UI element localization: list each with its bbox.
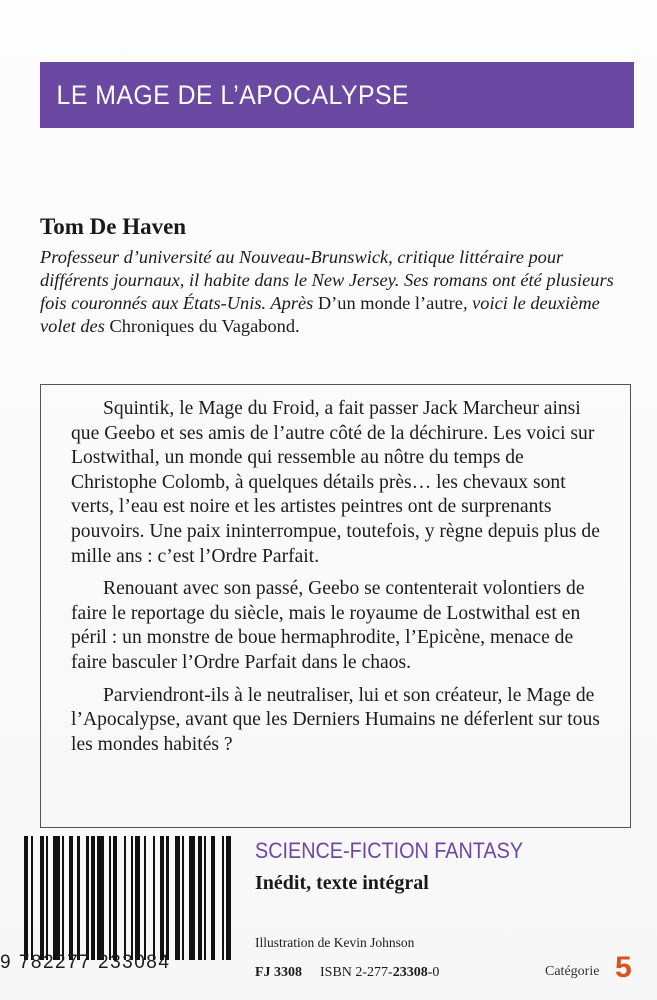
barcode-bar — [80, 836, 87, 960]
isbn — [320, 965, 439, 981]
barcode-bars — [24, 836, 236, 960]
barcode-bar — [33, 836, 40, 960]
book-title: LE MAGE DE L’APOCALYPSE — [56, 79, 410, 110]
synopsis-paragraph-3: Parviendront-ils à le neutraliser, lui et son créateur, le Mage de l’Apocalypse, avant que les Derniers Humains ne déferlent sur tous les mondes habités ? — [71, 684, 600, 755]
isbn-bold: 23308 — [392, 965, 428, 980]
barcode-bar — [189, 836, 196, 960]
bio-text-1: Professeur d’université au Nouveau-Brunswick, critique littéraire pour différents journaux, il habite dans le New Jersey. Ses romans ont été plusieurs fois couronnés aux États-Unis. Après — [40, 247, 614, 313]
barcode-bar — [97, 836, 104, 960]
isbn-suffix: -0 — [427, 965, 440, 980]
genre-label: SCIENCE-FICTION FANTASY — [255, 838, 524, 863]
barcode-bar — [231, 836, 233, 960]
barcode-bar — [215, 836, 222, 960]
bio-period: . — [295, 316, 300, 336]
category-number: 5 — [615, 951, 632, 984]
bio-text-2: , voici le deuxième volet des — [40, 293, 600, 336]
barcode-number: 9 782277 233084 — [0, 952, 171, 973]
isbn-prefix: ISBN 2-277- — [320, 965, 393, 980]
edition-label: Inédit, texte intégral — [255, 872, 429, 894]
synopsis-box — [40, 384, 631, 828]
reference-code: FJ 3308 — [255, 965, 303, 980]
bio-book-title-1: D’un monde l’autre — [317, 293, 463, 313]
author-section — [40, 214, 630, 338]
barcode-bar — [169, 836, 176, 960]
bio-series-title: Chroniques du Vagabond — [109, 316, 296, 336]
barcode-bar — [117, 836, 124, 960]
barcode-bar — [53, 836, 60, 960]
synopsis-paragraph-1: Squintik, le Mage du Froid, a fait passer Jack Marcheur ainsi que Geebo et ses amis de l’autre côté de la déchirure. Les voici sur Lostwithal, un monde qui ressemble au nôtre du temps de Christophe Colomb, à quelques détails près… les chevaux sont verts, l’eau est noire et les artistes peintres ont de surprenants pouvoirs. Une paix ininterrompue, toutefois, y règne depuis plus de mille ans : c’est l’Ordre Parfait. — [71, 398, 600, 567]
illustration-credit: Illustration de Kevin Johnson — [255, 935, 415, 950]
barcode-bar — [146, 836, 153, 960]
title-banner — [40, 62, 634, 128]
author-name: Tom De Haven — [40, 214, 187, 239]
category-label: Catégorie — [545, 964, 600, 979]
synopsis-paragraph-2: Renouant avec son passé, Geebo se contenterait volontiers de faire le reportage du siècle, mais le royaume de Lostwithal est en péril : un monstre de boue hermaphrodite, l’Epicène, menace de faire basculer l’Ordre Parfait dans le chaos. — [71, 578, 585, 673]
author-bio — [40, 246, 630, 338]
